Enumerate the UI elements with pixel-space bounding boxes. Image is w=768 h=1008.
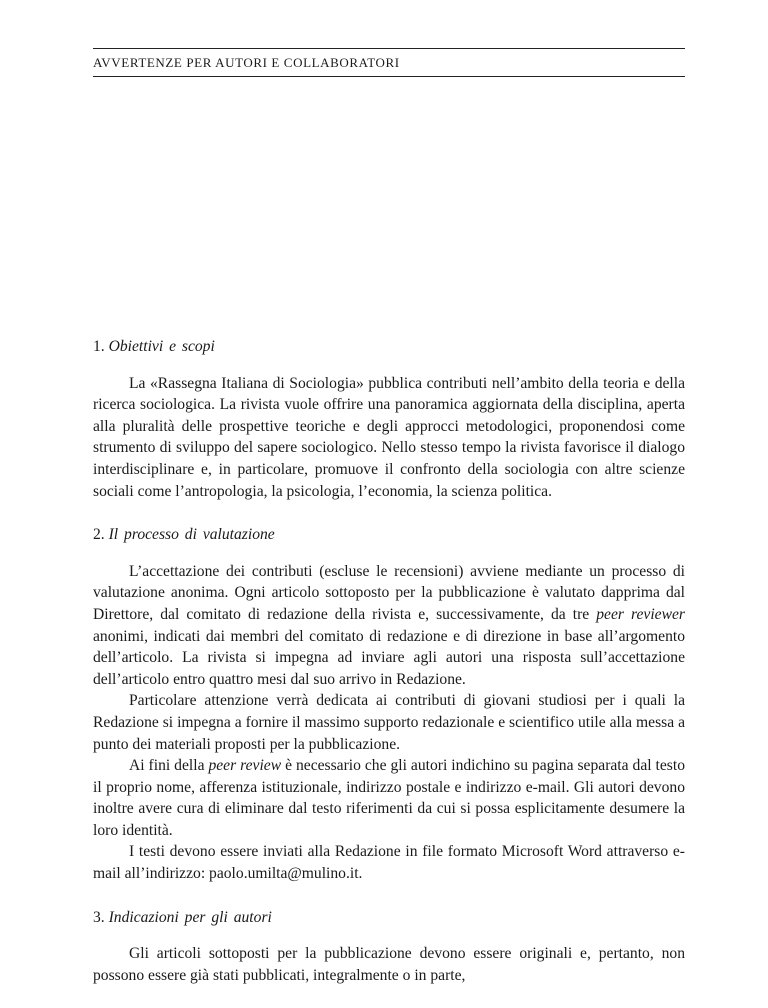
section-review-process [93, 524, 685, 885]
section-number: 1. [93, 338, 105, 355]
paragraph: I testi devono essere inviati alla Redazione in file formato Microsoft Word attraverso e-mail all’indirizzo: paolo.umilta@mulino.it. [93, 843, 685, 883]
section-number: 2. [93, 526, 105, 544]
text-run: Ai fini della [129, 757, 209, 775]
header-bottom-rule [93, 76, 685, 77]
document-body [93, 336, 685, 1008]
section-title: Indicazioni per gli autori [108, 908, 272, 926]
paragraph: La «Rassegna Italiana di Sociologia» pubblica contributi nell’ambito della teoria e della ricerca sociologica. La rivista vuole offrire una panoramica aggiornata della disciplina, aperta alla pluralità delle prospettive teoriche e degli approcci metodologici, proponendosi come strumento di sviluppo del sapere sociologico. Nello stesso tempo la rivista favorisce il dialogo interdisciplinare e, in particolare, promuove il confronto della sociologia con altre scienze sociali come l’antropologia, la psicologia, l’economia, la scienza politica. [93, 374, 685, 500]
paragraph: Gli articoli sottoposti per la pubblicazione devono essere originali e, pertanto, non possono essere già stati pubblicati, integralmente o in parte, [93, 945, 685, 984]
emphasis: peer review [208, 757, 282, 775]
text-run: è necessario che gli autori indichino su pagina separata dal testo il proprio nome, afferenza istituzionale, indirizzo postale e indirizzo e-mail. Gli autori devono inoltre avere cura di eliminare dal testo riferimenti da cui si possa esplicitamente desumere la loro identità. [93, 757, 686, 839]
page [93, 0, 685, 994]
paragraph [93, 561, 685, 691]
section-heading [93, 524, 685, 546]
section-heading [93, 336, 685, 358]
header-top-rule [93, 48, 685, 49]
paragraph [93, 755, 685, 841]
section-author-guidelines [93, 907, 685, 987]
text-run: anonimi, indicati dai membri del comitato di redazione e di direzione in base all’argomento dell’articolo. La rivista si impegna ad inviare agli autori una risposta sull’accettazione dell’articolo entro quattro mesi dal suo arrivo in Redazione. [93, 627, 685, 688]
paragraph: Particolare attenzione verrà dedicata ai contributi di giovani studiosi per i quali la Redazione si impegna a fornire il massimo supporto redazionale e scientifico utile alla messa a punto dei materiali proposti per la pubblicazione. [93, 692, 685, 753]
text-run: L’accettazione dei contributi (escluse le recensioni) avviene mediante un processo di valutazione anonima. Ogni articolo sottoposto per la pubblicazione è valutato dapprima dal Direttore, dal comitato di redazione della rivista e, successivamente, da tre [93, 562, 685, 623]
section-title: Il processo di valutazione [108, 526, 275, 544]
running-head: AVVERTENZE PER AUTORI E COLLABORATORI [93, 55, 400, 70]
emphasis: peer reviewer [596, 605, 685, 623]
section-number: 3. [93, 908, 105, 926]
section-heading [93, 907, 685, 929]
section-title: Obiettivi e scopi [108, 338, 215, 355]
section-objectives [93, 336, 685, 502]
